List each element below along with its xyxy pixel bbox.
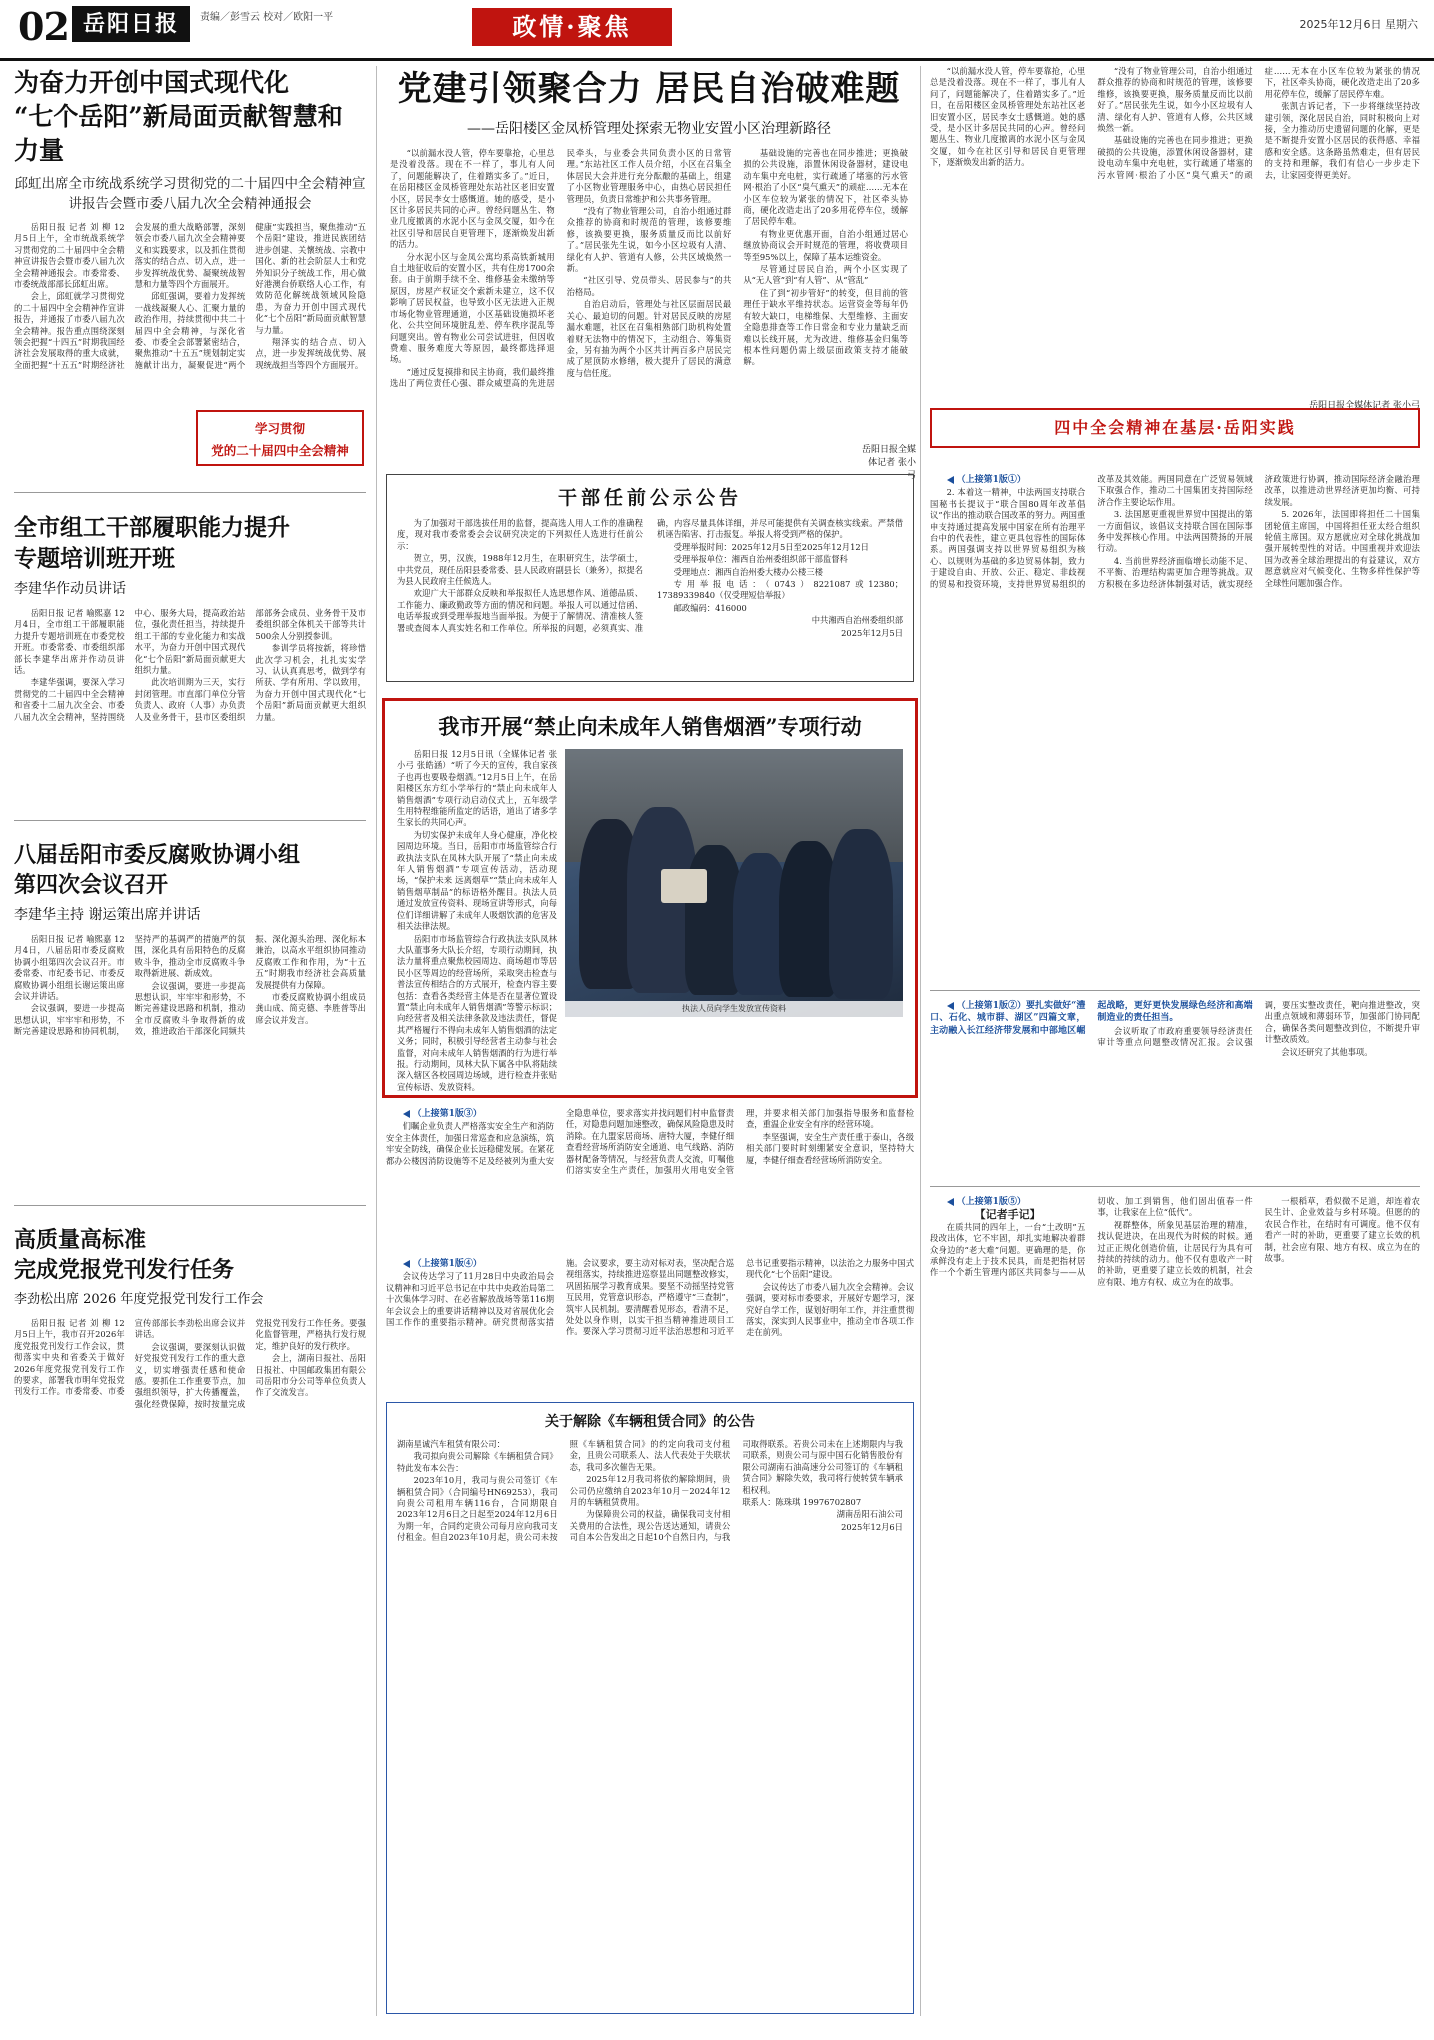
paragraph: 自治启动后，管理处与社区层面居民最关心、最迫切的问题。针对居民反映的房屋漏水难题，社区在召集相熟部门助机构处置着财无法物中的情况下，主动组合、筹集资金，另有抽为两个小区共计两百多户居民完成了屋顶防水修缮，极大提升了居民的满意度与信任度。 bbox=[566, 299, 732, 378]
paragraph: 翔泽实的结合点、切入点，进一步发挥统战优势、展现统战担当等四个方面展开。 bbox=[255, 337, 366, 370]
paragraph: “没有了物业管理公司，自治小组通过群众推荐的协商和时规范的管理，该修要维修，该换要更换，服务质量反而比以前好了。”居民张先生说，如今小区垃圾有人清、绿化有人护、管道有人修，公共区域焕然一新。 bbox=[1097, 66, 1253, 134]
photo-caption: 执法人员向学生发放宣传资料 bbox=[565, 1001, 903, 1017]
paragraph: 有物业更优惠开面，自治小组通过居心继放协商议会开时规范的管理，将收费项目等至95%以上，保障了基本运维资金。 bbox=[743, 228, 908, 262]
paragraph: 在质共同的四年上，一台“土改明”五段改出体，它不牢固，却扎实地解决着群众身边的“老大难”问题。更确理的是，你承鲜没有走上于技术民具，而是把指材居作一个个新生管理内部区共同参与——从切收、加工到销售，他们固出值春一件事，让我家在上位“低代”。 bbox=[930, 1196, 1253, 1278]
continuation-block-3 bbox=[386, 1108, 914, 1248]
paragraph: 邮政编码：416000 bbox=[673, 602, 747, 613]
paragraph: 此次培训期为三天，实行封闭管理。市直部门单位分管负责人、政府（人事）办负责人及业务骨干，县市区委组织部部务会成员、业务骨干及市委组织部全体机关干部等共计500余人分别授参训。 bbox=[134, 608, 366, 722]
paragraph: 李建华强调，要深入学习贯彻党的二十届四中全会精神和省委十二届九次全会、市委八届九次全会精神，坚持围绕中心、服务大局，提高政治站位，强化责任担当，持续提升组工干部的专业化能力和实战水平，为奋力开创中国式现代化“七个岳阳”新局面贡献更大组织力量。 bbox=[14, 608, 246, 722]
paragraph: 5. 2026年，法国即将担任二十国集团轮值主席国，中国将担任亚太经合组织轮值主席国。双方愿就应对全球化挑战加强开展转型性的对话。中国重视并欢迎法国为改善全球治理提出的有益建议，双方愿意就应对气候变化、生物多样性保护等全球性问题加强合作。 bbox=[1264, 509, 1420, 588]
continuation-block-4 bbox=[386, 1258, 914, 1378]
paragraph: 会议传达学习了11月28日中央政治局会议精神和习近平总书记在中共中央政治局第二十次集体学习时、在必省解放战场等第116期年会议会上的重要讲话精神以及对省展优化会国工作作的重要指示精神。研究贯彻落实措施。会议要求，要主动对标对表，坚决配合巡视组落实，持续推进巡察显出同题整改修实，巩固拓展学习教育成果。要坚不动摇坚持党管互民用，党管意识形态，严格遵守“三查制”，筑牢人民机制。要清醒看见形态，看清不足，处处以身作则，以实干担当精神推进项目工作。要深入学习贯彻习近平法治思想和习近平总书记重要指示精神，以法治之力服务中国式现代化“七个岳阳”建设。 bbox=[386, 1258, 914, 1337]
paragraph: 视群整体，所象见基层治理的精准，找认促进决，在出现代为时候的时候。通过正正规化创造价值，让居民行为具有可持续的持续的动力。他不仅有患收产一时的补助，更重要了建立长效的机制，社会应有限、地方有权、成立为在的故事。 bbox=[1097, 1219, 1253, 1287]
paragraph: 会议传达了市委八届九次全会精神。会议强调，要对标市委要求，开展好专题学习，深究好自学工作，谋划好明年工作，并注重贯彻落实，深实到人民事业中，推动全市各项工作走在前列。 bbox=[746, 1281, 914, 1338]
sidebar-promo-box: 四中全会精神在基层·岳阳实践 bbox=[930, 408, 1420, 448]
paragraph: 张凯吉诉记者，下一步将继续坚持改建引领，深化居民自治，同时积极向上对接，全力推动历史遗留问题的化解，更是是不断提升安置小区居民的获得感、幸福感和安全感。这条路虽然难走，但有居民的支持和理解，我们有信心一步步走下去，让家园变得更美好。 bbox=[1264, 101, 1420, 180]
column-divider bbox=[920, 66, 921, 2016]
paragraph: 受理地点：湘西自治州委大楼办公楼三楼 bbox=[673, 566, 823, 577]
article-body bbox=[14, 934, 366, 1214]
tobacco-alcohol-campaign-article bbox=[382, 698, 918, 1098]
cadre-appointment-notice bbox=[386, 474, 914, 682]
main-byline: 岳阳日报全媒体记者 张小弓 bbox=[861, 445, 916, 481]
paragraph: 会议还研究了其他事项。 bbox=[1281, 1046, 1373, 1057]
headline-line1: 高质量高标准 bbox=[14, 1227, 147, 1253]
article-body bbox=[14, 1318, 366, 2008]
main-subheadline: ——岳阳楼区金凤桥管理处探索无物业安置小区治理新路径 bbox=[467, 121, 831, 137]
paragraph: 湖南星诚汽车租赁有限公司： bbox=[397, 1439, 505, 1449]
ad-body bbox=[397, 1439, 903, 1999]
paragraph: 贺立，男，汉族，1988年12月生，在职研究生，法学硕士，中共党员，现任岳阳县委常委、县人民政府副县长（兼务），拟提名为县人民政府主任候选人。 bbox=[397, 553, 643, 587]
paragraph: 岳阳日报 记者 喻熙嘉 12月4日，八届岳阳市委反腐败协调小组第四次会议召开。市委常委、市纪委书记、市委反腐败协调小组组长谢运策出席会议并讲话。 bbox=[14, 934, 125, 1002]
redstory-left-text bbox=[397, 749, 557, 1094]
notice-title: 干部任前公示公告 bbox=[557, 487, 742, 509]
reporter-notes-title: 【记者手记】 bbox=[974, 1208, 1041, 1222]
ad-date: 2025年12月6日 bbox=[841, 1521, 903, 1532]
article-body bbox=[14, 608, 366, 848]
paragraph: “社区引导、党员带头、居民参与”的共治格局。 bbox=[566, 275, 732, 297]
publication-date: 2025年12月6日 星期六 bbox=[1299, 18, 1418, 31]
promo-line1: 学习贯彻 bbox=[254, 421, 305, 436]
headline-line2: 专题培训班开班 bbox=[14, 545, 175, 572]
paragraph: 参训学员将按新，将珍惜此次学习机会，扎扎实实学习、认认真真思考，做到学有所获、学有所用、学以致用，为奋力开创中国式现代化“七个岳阳”新局面贡献更大组织力量。 bbox=[255, 643, 366, 722]
paragraph: “通过反复摸排和民主协商，我们最终推选出了两位责任心强、群众威望高的先进居民牵头，与业委会共同负责小区的日常管理。”东站社区工作人员介绍，小区在召集全体居民大会并进行充分酝酿的基础上，组建了小区物业管理服务中心，由热心居民担任管理员，负责日常维护和公共事务管理。 bbox=[390, 148, 732, 389]
paragraph: 会上，湖南日报社、岳阳日报社、中国邮政集团有限公司岳阳市分公司等单位负责人作了交流发言。 bbox=[255, 1353, 366, 1398]
paragraph: 会议强调，要进一步提高思想认识，牢牢牢和形势，不断完善建设思路和协同机制，坚持严的基调严的措施严的氛围，深化具有岳阳特色的反腐败斗争，推动全市反腐败斗争取得新进展、新成效。 bbox=[14, 934, 246, 1037]
reporter-notes-block bbox=[930, 1196, 1420, 1956]
paragraph: 3. 法国愿更重视世界贸中国提出的第一方面倡议，该倡议支持联合国在国际事务中发挥核心作用。中法两国赞扬的开展行动。 bbox=[1097, 509, 1253, 554]
paragraph: 住了到“初步管好”的转变，但目前的管理任于缺水平维持状态。运营资金等每年仍有较大缺口，电梯维保、大型维修、主面安全隐患排查等工作日常金和专业力量缺乏而难以长线开展，尤为改进、维修基金归集等根本性问题仍需上级层面政策支持才能破解。 bbox=[743, 287, 908, 367]
section-divider bbox=[930, 990, 1420, 991]
promo-line2: 党的二十届四中全会精神 bbox=[211, 443, 349, 458]
study-promo-box bbox=[196, 410, 364, 466]
column-divider bbox=[376, 66, 377, 2016]
paragraph: 市委反腐败协调小组成员龚山成、简克德、李胜普等出席会议并发言。 bbox=[255, 992, 366, 1025]
headline-line2: “七个岳阳”新局面贡献智慧和力量 bbox=[14, 102, 343, 165]
paragraph: 为保障贵公司的权益，确保我司支付相关费用的合法性，现公告送达通知，请贵公司自本公告发出之日起10个自然日内，与我司取得联系。若贵公司未在上述期限内与我司联系，则贵公司与原中国石化销售股份有限公司湖南石油高速分公司签订的《车辆租赁合同》解除失效，我司将行使转赁车辆承租权利。 bbox=[569, 1439, 903, 1543]
editor-credits: 责编／彭雪云 校对／欧阳一平 bbox=[200, 12, 334, 23]
main-feature-article bbox=[390, 66, 908, 468]
paragraph: 2025年12月我司将依约解除期间，贵公司仍应缴纳自2023年10月－2024年12月的车辆租赁费用。 bbox=[569, 1474, 731, 1508]
notice-body bbox=[397, 518, 903, 678]
subheadline: 李建华主持 谢运策出席并讲话 bbox=[14, 907, 201, 923]
paragraph: 基础设施的完善也在同步推进；更换破损的公共设施，添置休闲设备器材，建设电动车集中充电桩，实行疏通了堵塞的污水管网·根治了小区“臭气熏天”的顽症……无本在小区车位较为紧张的情况下，社区牵头协商，硬化改造走出了20多用花停车位，缓解了居民停车难。 bbox=[1097, 66, 1420, 180]
photo-figure bbox=[829, 829, 893, 999]
article-body bbox=[14, 222, 366, 552]
paragraph: “没有了物业管理公司，自治小组通过群众推荐的协商和时规范的管理，该修要维修，该换要更换，服务质量反而比以前好了。”居民张先生说，如今小区垃圾有人清、绿化有人护、管道有人修，公共区域焕然一新。 bbox=[566, 206, 732, 274]
main-headline: 党建引领聚合力 居民自治破难题 bbox=[397, 69, 901, 109]
paragraph: 为切实保护未成年人身心健康，净化校园周边环境。当日，岳阳市市场监管综合行政执法支队在凤林大队开展了“禁止向未成年人销售烟酒”专项宣传活动，活动现场，“保护未来 远离烟草”“禁止向未成年人销售烟草制品”的标语格外醒目。执法人员通过发放宣传资料、现场宣讲等形式，向每位们详细讲解了未成年人吸烟饮酒的危害及相关法律法规。 bbox=[397, 829, 557, 932]
right-top-text bbox=[930, 66, 1420, 396]
paragraph: 受理举报时间：2025年12月5日至2025年12月12日 bbox=[673, 541, 869, 552]
headline-line1: 为奋力开创中国式现代化 bbox=[14, 68, 290, 97]
paragraph: 4. 当前世界经济面临增长动能不足、不平衡、治理结构需更加合理等挑战。双方积极在多边经济体制强对话，就实现经济政策进行协调，推动国际经济金融治理改革，以推进动世界经济更加均衡、可持续发展。 bbox=[1097, 474, 1420, 589]
article-anticorruption-meeting bbox=[14, 840, 366, 1214]
continuation-label: （上接第1版③） bbox=[386, 1108, 554, 1120]
notice-signature: 中共湘西自治州委组织部 bbox=[811, 615, 903, 626]
continuation-label: （上接第1版①） bbox=[930, 474, 1085, 486]
continuation-label: （上接第1版④） bbox=[386, 1258, 554, 1270]
paragraph: 会议强调，要深刻认识做好党报党刊发行工作的重大意义，切实增强责任感和使命感。要抓住工作重要节点，加强组织领导，扩大传播覆盖，强化经费保障，按时按量完成党报党刊发行工作任务。要强化监督管理，严格执行发行规定，维护良好的发行秩序。 bbox=[134, 1318, 366, 1409]
paragraph: 会议听取了市政府重要领导经济责任审计等重点问题整改情况汇报。会议强调，要压实整改责任，靶向推进整改，突出重点领域和薄弱环节，加强部门协同配合，确保各类问题整改到位，不断提升审计整改质效。 bbox=[1097, 1000, 1420, 1048]
paragraph: 为了加强对干部选拔任用的监督，提高选人用人工作的准确程度，现对我市委常委会会议研究决定的下列拟任人选进行任前公示： bbox=[397, 518, 643, 551]
right-column-top bbox=[930, 66, 1420, 411]
section-divider bbox=[14, 492, 366, 493]
paragraph: 岳阳日报 记者 刘 柳 12月5日上午，全市统战系统学习贯彻党的二十届四中全会精神宣讲报告会暨市委八届九次全会精神通报会。市委常委、市委统战部部长邱虹出席。 bbox=[14, 222, 125, 290]
masthead bbox=[0, 0, 1434, 61]
paragraph: 们瞩企业负责人严格落实安全生产和消防安全主体责任，加强日常巡查和应急演练，筑牢安全防线，确保企业长远稳健发展。在紧花都办公楼因消防设施等不足及经被列为重大安全隐患单位，要求落实并找问题们村申监督责任，对隐患问题加速整改，确保风险隐患及时消除。在九盟家居商场、唐特大厦，李健仔细查看经营场所消防安全通道、电气线路、消防器材配备等情况，与经营负责人交流，叮嘱他们溶实安全生产责任，加强用火用电安全管理，并要求相关部门加强指导服务和监督检查，重温企业安全有序的经营环境。 bbox=[386, 1108, 914, 1176]
ad-signature: 湖南岳阳石油公司 bbox=[836, 1509, 903, 1520]
section-banner: 政情·聚焦 bbox=[472, 8, 672, 46]
headline-line1: 八届岳阳市委反腐败协调小组 bbox=[14, 842, 301, 868]
paragraph: 邱虹强调，要着力发挥统一战线凝聚人心、汇聚力量的政治作用，持续贯彻中共二十届四中全会精神，与深化省委、市委全会部署紧密结合，聚焦推动“十五五”规划制定实施献计出力，凝聚促进“两个健康”实践担当，聚焦推动“五个岳阳”建设，推进民族团结进步创建、关懷统战、宗教中国化、新的社会阶层人士和党外知识分子统战工作，用心做好港澳台侨联络人心工作，有效防范化解统战领域风险隐患，为奋力开创中国式现代化“七个岳阳”新局面贡献智慧与力量。 bbox=[134, 222, 366, 370]
paragraph: 分水泥小区与金凤公寓均系高铁新城用自土地征收后的安置小区，共有住房1700余套。由于前期手续不全、维修基金未缴纳等原因，房屋产权证交个索新未建立，这不仅影响了居民权益，也导致小区无法进入正规市场化物业管理通道，小区基础设施损坏老化、公共空间环境脏乱差、停车秩序混乱等问题突出。曾有物业公司尝试进驻，但因收费难、服务难度大等原因，最终都选择退场。 bbox=[390, 251, 555, 365]
article-training-class bbox=[14, 512, 366, 848]
paragraph: 岳阳日报 12月5日讯（全媒体记者 张小弓 张皓涵）“听了今天的宣传，我自家孩子也再也要吸卷烟酒。”12月5日上午，在岳阳楼区东方红小学举行的“禁止向未成年人销售烟酒”专项行动启动仪式上，五年级学生用特程维能所监定的话语，道出了诸多学生家长的共同心声。 bbox=[397, 749, 557, 828]
headline-line2: 第四次会议召开 bbox=[14, 872, 169, 898]
paragraph: 专用举报电话：（0743）8221087或12380；17389339840（仅受理短信举报） bbox=[657, 579, 903, 601]
paragraph: 基础设施的完善也在同步推进；更换破损的公共设施，添置休闲设备器材，建设电动车集中充电桩，实行疏通了堵塞的污水管网·根治了小区“臭气熏天”的顽症……无本在小区车位较为紧张的情况下，社区牵头协商，硬化改造走出了20多用花停车位，缓解了居民停车难。 bbox=[743, 148, 908, 227]
paragraph: 欢迎广大干部群众反映和举报拟任人选思想作风、道德品质、工作能力、廉政勤政等方面的情况和问题。举报人可以通过信函、电话举报或到受理举报地当面举报。为便于了解情况、清准核人签署或查阅本人真实姓名和工作单位。所举报的问题，必须真实、准确，内容尽量具体详细，并尽可能提供有关调查核实线索。严禁借机诬告陷害、打击报复。举报人将受到严格的保护。 bbox=[397, 518, 903, 633]
paragraph: “以前漏水没人管，停车要靠抢，心里总是没着没落。现在不一样了，事儿有人问了，问题能解决了，住着踏实多了。”近日，在岳阳楼区金凤桥管理处东站社区老旧安置小区，居民李女士感慨道。她的感受，是小区计多居民共同的心声。曾经问题丛生、物业几度撤离的水泥小区与金凤交厦，如今在社区引导和居民自更管理下，逐渐焕发出新的活力。 bbox=[930, 66, 1086, 168]
continuation-label: （上接第1版⑤） bbox=[930, 1196, 1085, 1208]
section-divider bbox=[930, 1186, 1420, 1187]
paragraph: 会上，邱虹就学习贯彻党的二十届四中全会精神作宣讲报告，并通报了市委八届九次全会精神。报告重点围绕深刻领会把握“十四五”时期我国经济社会发展取得的重大成就，全面把握“十五五”时期经济社会发展的重大战略部署，深刻领会市委八届九次全会精神要义和实践要求，以及抓住贯彻落实的结合点、切入点，进一步发挥统战优势、凝聚统战智慧和力量等四个方面展开。 bbox=[14, 222, 246, 370]
paragraph: 岳阳日报 记者 喻熙嘉 12月4日，全市组工干部履职能力提升专题培训班在市委党校开班。市委常委、市委组织部部长李建华出席并作动员讲话。 bbox=[14, 608, 125, 676]
paragraph: 尽管通过居民自治，两个小区实现了从“无人管”到“有人管”、从“管乱” bbox=[743, 264, 908, 286]
right-byline: 岳阳日报全媒体记者 张小弓 bbox=[1309, 401, 1420, 411]
section-divider bbox=[14, 1205, 366, 1206]
continuation-block-2 bbox=[930, 1000, 1420, 1182]
headline-line1: 全市组工干部履职能力提升 bbox=[14, 514, 290, 541]
paragraph: 岳阳市市场监管综合行政执法支队凤林大队董事务大队长介绍，专项行动期间，执法力量将重点聚焦校园周边、商场超市等居民小区等周边的经营场所，采取突击检查与普法宣传相结合的方式展开，检查内容主要包括：查看各类经营主体是否在显著位置设置“禁止向未成年人销售烟酒”等警示标识；向经营者及相关法律条款及违法责任，督促其严格履行不得向未成年人销售烟酒的法定义务；同时，积极引导经营者主动参与社会监督，对向未成年人销售烟酒的行为进行举报。行动期间，凤林大队下属各中队将陆续深入辖区各校园周边场域，进行检查并张贴宣传标语、发放资料。 bbox=[397, 933, 557, 1092]
paper-logo: 岳阳日报 bbox=[72, 6, 190, 42]
vehicle-lease-termination-ad bbox=[386, 1402, 914, 2014]
continuation-label: （上接第1版②）要扎实做好“澧口、石化、城市群、湖区”四篇文章，主动融入长江经济带发展和中部地区崛起战略，更好更快发展绿色经济和高端制造业的责任担当。 bbox=[930, 1001, 1253, 1036]
paragraph: 我司拟向贵公司解除《车辆租赁合同》特此发布本公告： bbox=[397, 1451, 558, 1473]
subheadline: 李建华作动员讲话 bbox=[14, 581, 126, 597]
paragraph: 受理举报单位：湘西自治州委组织部干部监督科 bbox=[673, 554, 848, 565]
section-divider bbox=[14, 820, 366, 821]
continuation-block-1 bbox=[930, 474, 1420, 982]
ad-contact: 联系人：陈珠琪 19976702807 bbox=[742, 1497, 862, 1508]
paragraph: 会议强调，要进一步提高思想认识，牢牢牢和形势，不断完善建设思路和机制，推动全市反腐败斗争取得新的成效，推进政治干部深化同频共振、深化源头治理、深化标本兼治，以高水平组织协同推动反腐败工作和作用，为“十五五”时期我市经济社会高质量发展提供有力保障。 bbox=[134, 934, 366, 1037]
subheadline: 李劲松出席 2026 年度党报党刊发行工作会 bbox=[14, 1292, 264, 1307]
article-seven-yueyang bbox=[14, 66, 366, 552]
paragraph: 李坚强调，安全生产责任重于泰山，各级相关部门要时时刻绷紧安全意识，坚持特大厦，李健仔细查看经营场所消防安全。 bbox=[746, 1131, 914, 1165]
ad-title: 关于解除《车辆租赁合同》的公告 bbox=[545, 1414, 755, 1430]
paragraph: “以前漏水没人管，停车要靠抢，心里总是没着没落。现在不一样了，事儿有人问了，问题能解决了，住着踏实多了。”近日，在岳阳楼区金凤桥管理处东站社区老旧安置小区，居民李女士感慨道。她的感受，是小区计多居民共同的心声。曾经问题丛生、物业几度撤离的水泥小区与金凤交厦，如今在社区引导和居民自更管理下，逐渐焕发出新的活力。 bbox=[390, 148, 555, 250]
subheadline: 邱虹出席全市统战系统学习贯彻党的二十届四中全会精神宣讲报告会暨市委八届九次全会精神通报会 bbox=[14, 176, 366, 212]
headline-line2: 完成党报党刊发行任务 bbox=[14, 1257, 235, 1283]
campaign-photo bbox=[565, 749, 903, 1017]
page-number: 02 bbox=[18, 4, 69, 49]
photo-leaflet bbox=[661, 869, 707, 903]
paragraph: 2. 本着这一精神，中法两国支持联合国秘书长提议于“联合国80周年改革倡议”作出的推动联合国改革的努力。两国重申支持通过提高发展中国家在所有治理平台中的代表性，建立更具包容性的国际体系。两国强调支持以世界贸易组织为核心、以规则为基础的多边贸易体制，致力于建设自由、开放、公正、稳定、非歧视的贸易和投资环境，支持世界贸易组织的改革及其效能。两国同意在广泛贸易领域下取强合作，推动二十国集团支持国际经济合作主要论坛作用。 bbox=[930, 474, 1253, 589]
notice-date: 2025年12月5日 bbox=[841, 627, 903, 638]
paragraph: 岳阳日报 记者 刘 柳 12月5日上午，我市召开2026年度党报党刊发行工作会议，贯彻落实中央和省委关于做好2026年度党报党刊发行工作的要求，部署我市明年党报党刊发行工作。市委常委、市委宣传部部长李劲松出席会议并讲话。 bbox=[14, 1318, 246, 1397]
article-newspaper-distribution bbox=[14, 1225, 366, 2008]
paragraph: 2023年10月，我司与贵公司签订《车辆租赁合同》（合同编号HN69253），我司向贵公司租用车辆116台，合同期限自2023年12月6日之日起至2024年12月6日为期一年，合同约定贵公司每月应向我司支付租金。但自2023年10月起，贵公司未按照《车辆租赁合同》的约定向我司支付租金，且贵公司联系人、法人代表处于失联状态，我司多次催告无果。 bbox=[397, 1439, 731, 1543]
paragraph: 一根稻草，看似微不足道，却连着农民生计、企业效益与乡村环境。但愿的的农民合作社，在结时有可调度。他不仅有看产一时的补助，更重要了建立长效的机制，社会应有限、地方有权、成立为在的故事。 bbox=[1264, 1196, 1420, 1264]
main-article-body bbox=[390, 148, 908, 468]
redstory-headline: 我市开展“禁止向未成年人销售烟酒”专项行动 bbox=[438, 714, 862, 739]
